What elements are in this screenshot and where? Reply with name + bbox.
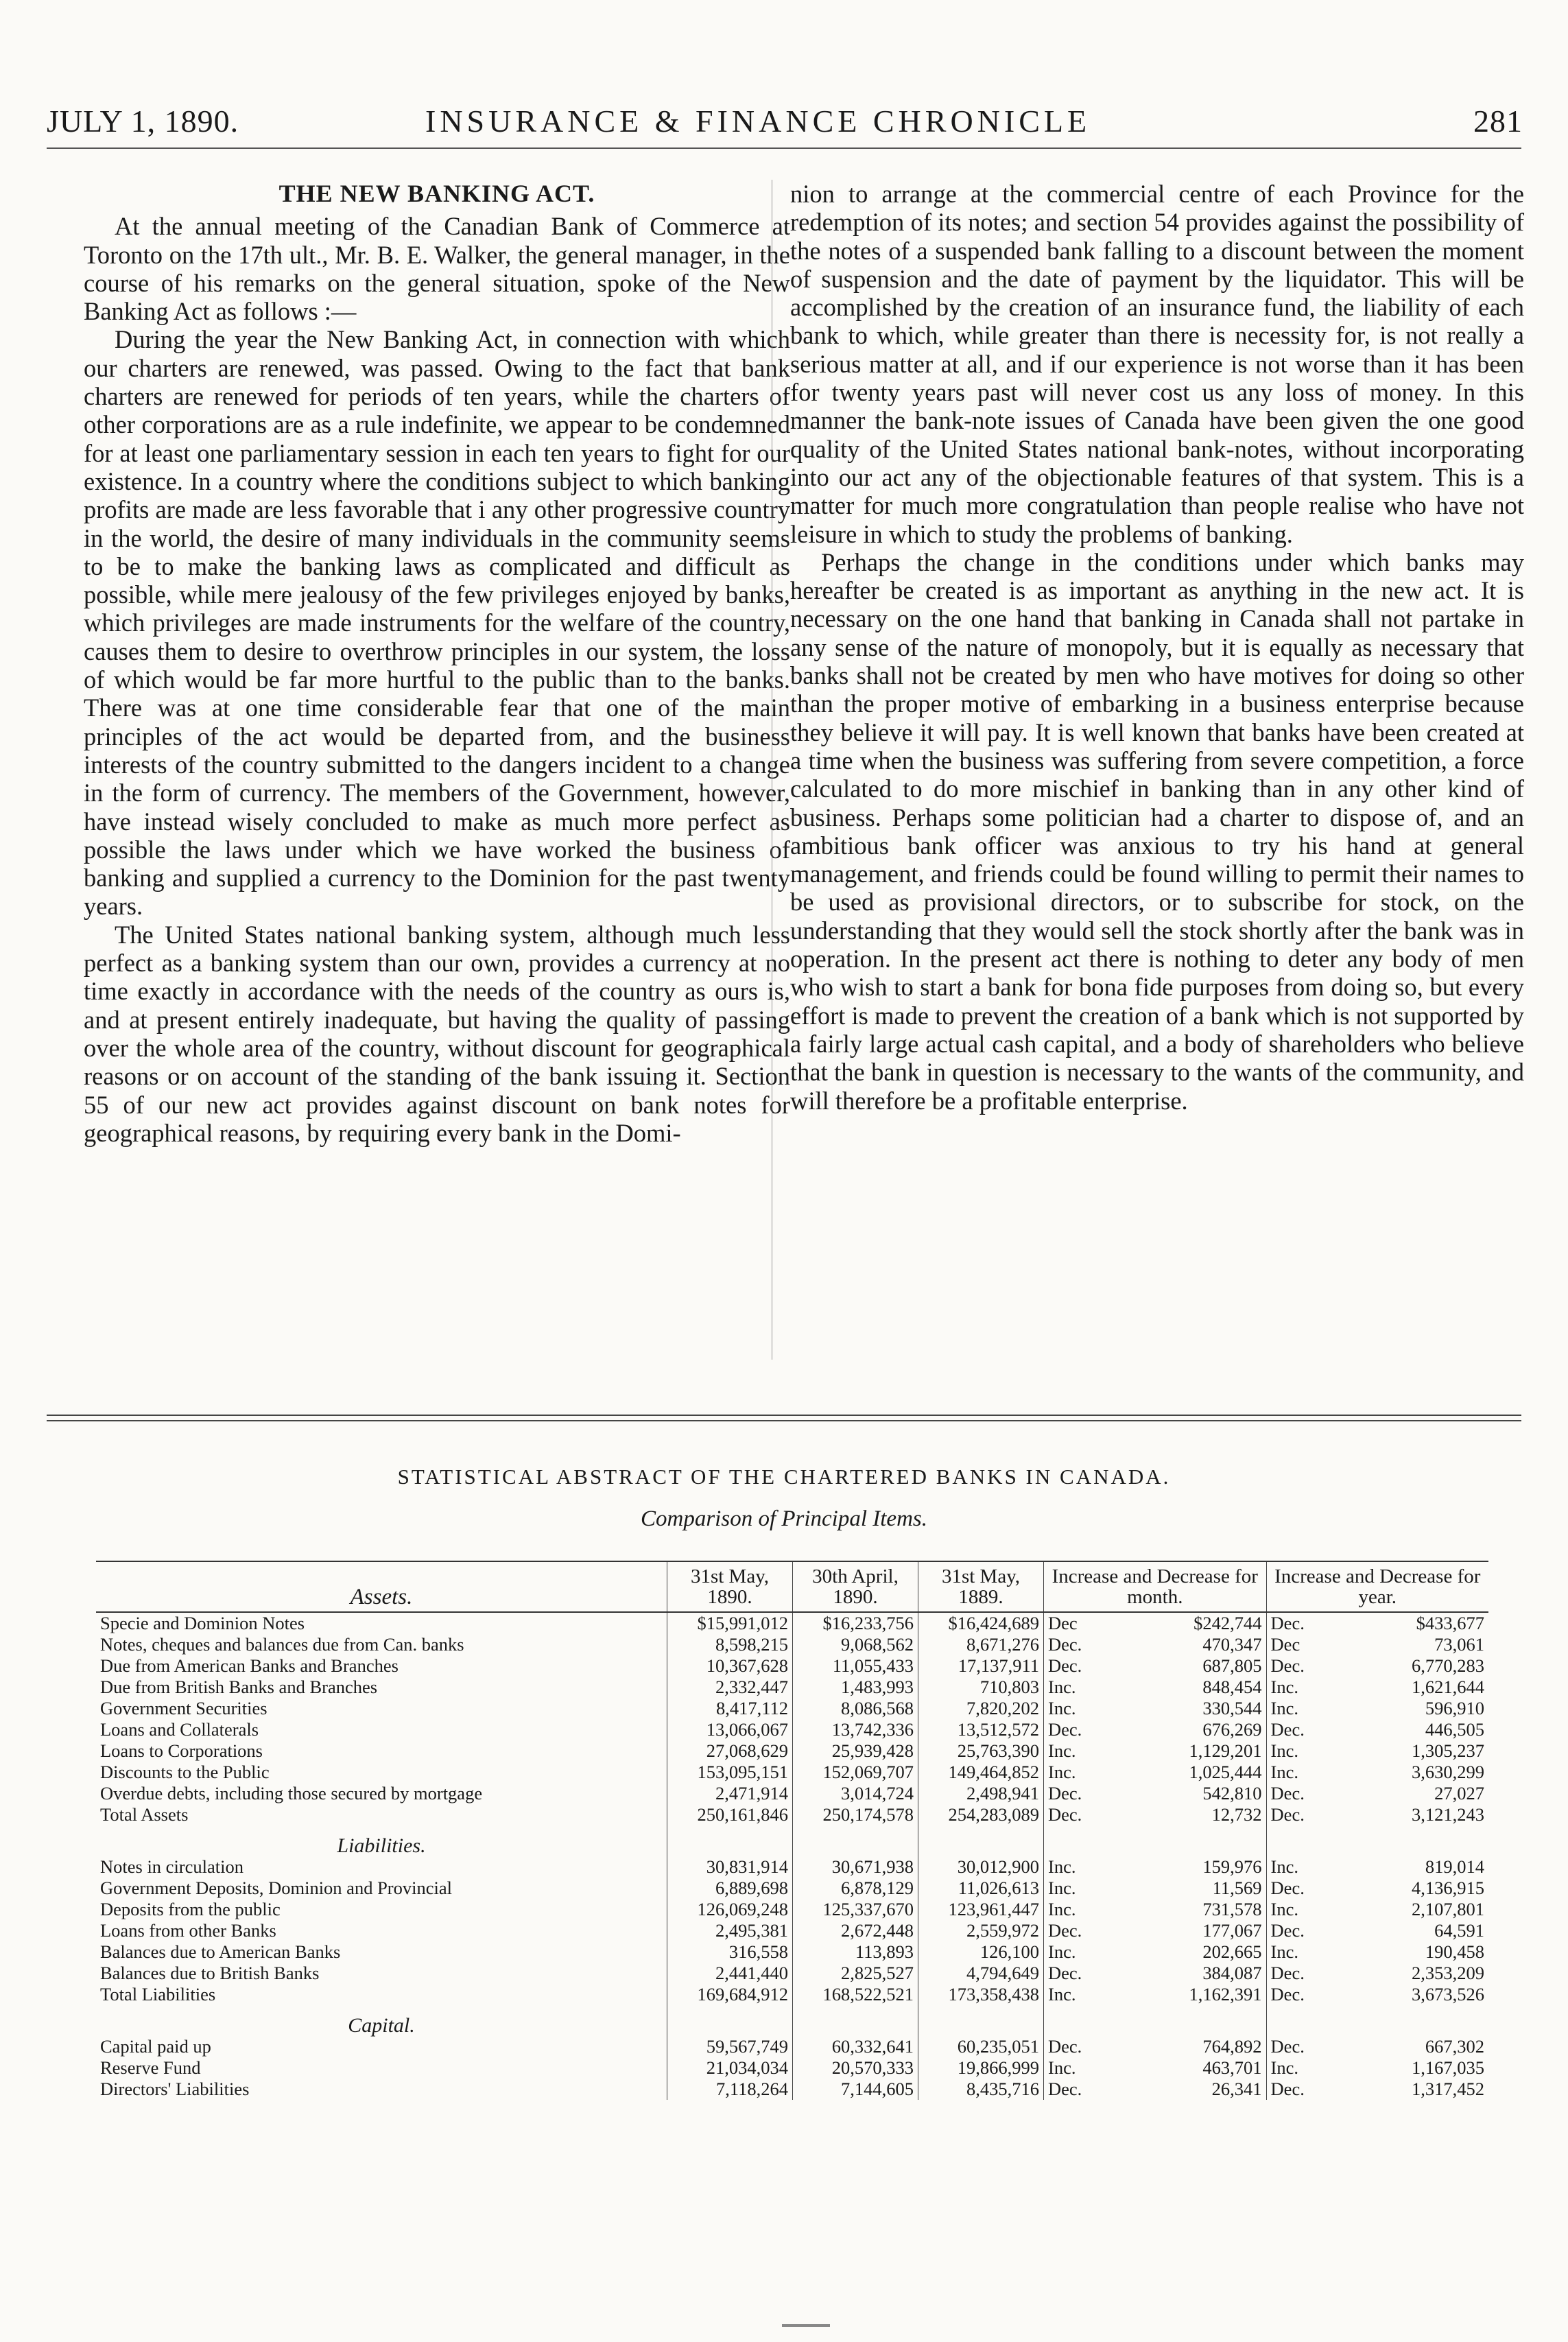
- april-1890-value: 3,014,724: [793, 1783, 918, 1804]
- month-direction: Inc.: [1044, 1740, 1120, 1762]
- row-label: Total Assets: [100, 1804, 189, 1825]
- year-direction: Dec.: [1266, 2036, 1342, 2057]
- table-row: [96, 1941, 1488, 1963]
- may-1890-value: 13,066,067: [667, 1719, 793, 1740]
- year-direction: Dec.: [1266, 1984, 1342, 2005]
- month-change: 384,087: [1202, 1963, 1262, 1983]
- month-change: 202,665: [1202, 1941, 1262, 1962]
- may-1890-value: 8,598,215: [667, 1634, 793, 1655]
- empty-cell: [667, 2005, 793, 2036]
- may-1890-value: 2,471,914: [667, 1783, 793, 1804]
- month-direction: Inc.: [1044, 2057, 1120, 2079]
- year-change: 190,458: [1425, 1941, 1484, 1962]
- header-date: JULY 1, 1890.: [47, 104, 239, 139]
- table-row: [96, 1899, 1488, 1920]
- month-change: 1,129,201: [1189, 1740, 1262, 1761]
- row-label: Balances due to British Banks: [100, 1963, 320, 1983]
- may-1889-value: 8,435,716: [918, 2079, 1044, 2100]
- may-1889-value: 2,498,941: [918, 1783, 1044, 1804]
- month-direction: Inc.: [1044, 1856, 1120, 1878]
- april-1890-value: 2,672,448: [793, 1920, 918, 1941]
- table-row: [96, 1655, 1488, 1677]
- month-direction: Dec.: [1044, 1634, 1120, 1655]
- section-heading: Capital.: [348, 2014, 415, 2037]
- section-heading-row: [96, 2005, 1488, 2036]
- may-1889-value: 19,866,999: [918, 2057, 1044, 2079]
- bottom-mark: [782, 2324, 830, 2327]
- empty-cell: [918, 1825, 1044, 1856]
- left-paragraphs: [84, 212, 790, 1147]
- may-1890-value: 153,095,151: [667, 1762, 793, 1783]
- may-1890-value: 10,367,628: [667, 1655, 793, 1677]
- article-title: THE NEW BANKING ACT.: [278, 180, 595, 207]
- month-change: 330,544: [1202, 1698, 1262, 1718]
- year-change: 819,014: [1425, 1856, 1484, 1877]
- statistics-title: STATISTICAL ABSTRACT OF THE CHARTERED BANKS IN CANADA.: [397, 1465, 1171, 1489]
- may-1890-value: 316,558: [667, 1941, 793, 1963]
- column-header-may-1889: 31st May, 1889.: [918, 1561, 1044, 1612]
- year-change: 1,317,452: [1412, 2079, 1484, 2099]
- month-direction: Inc.: [1044, 1762, 1120, 1783]
- year-change: 6,770,283: [1412, 1655, 1484, 1676]
- header-title: INSURANCE & FINANCE CHRONICLE: [425, 104, 1091, 139]
- table-row: [96, 1698, 1488, 1719]
- month-direction: Dec.: [1044, 1963, 1120, 1984]
- column-header-year-change: Increase and Decrease for year.: [1266, 1561, 1488, 1612]
- year-change: $433,677: [1416, 1613, 1484, 1633]
- year-direction: Inc.: [1266, 1740, 1342, 1762]
- may-1890-value: 8,417,112: [667, 1698, 793, 1719]
- row-label: Specie and Dominion Notes: [100, 1613, 305, 1633]
- year-change: 73,061: [1434, 1634, 1484, 1655]
- table-row: [96, 1762, 1488, 1783]
- empty-cell: [1120, 1825, 1266, 1856]
- may-1889-value: 25,763,390: [918, 1740, 1044, 1762]
- may-1889-value: 30,012,900: [918, 1856, 1044, 1878]
- month-direction: Dec.: [1044, 1655, 1120, 1677]
- month-change: 676,269: [1202, 1719, 1262, 1740]
- column-header-month-change: Increase and Decrease for month.: [1044, 1561, 1267, 1612]
- may-1890-value: 21,034,034: [667, 2057, 793, 2079]
- row-label: Loans to Corporations: [100, 1740, 263, 1761]
- may-1889-value: 123,961,447: [918, 1899, 1044, 1920]
- row-label: Total Liabilities: [100, 1984, 216, 2004]
- column-header-may-1890: 31st May, 1890.: [667, 1561, 793, 1612]
- may-1889-value: 2,559,972: [918, 1920, 1044, 1941]
- may-1890-value: 169,684,912: [667, 1984, 793, 2005]
- table-row: [96, 2079, 1488, 2100]
- row-label: Notes in circulation: [100, 1856, 243, 1877]
- table-row: [96, 1984, 1488, 2005]
- april-1890-value: $16,233,756: [793, 1612, 918, 1634]
- article-right-column: [790, 180, 1524, 1115]
- month-direction: Inc.: [1044, 1878, 1120, 1899]
- month-change: 542,810: [1202, 1783, 1262, 1803]
- table-row: [96, 1634, 1488, 1655]
- column-header-april-1890: 30th April, 1890.: [793, 1561, 918, 1612]
- month-change: 1,162,391: [1189, 1984, 1262, 2004]
- may-1890-value: 6,889,698: [667, 1878, 793, 1899]
- column-header-assets: Assets.: [96, 1561, 667, 1612]
- empty-cell: [1044, 1825, 1120, 1856]
- table-row: [96, 1856, 1488, 1878]
- month-direction: Inc.: [1044, 1941, 1120, 1963]
- may-1890-value: 59,567,749: [667, 2036, 793, 2057]
- row-label: Government Deposits, Dominion and Provincial: [100, 1878, 452, 1898]
- table-row: [96, 2036, 1488, 2057]
- year-direction: Inc.: [1266, 1677, 1342, 1698]
- april-1890-value: 152,069,707: [793, 1762, 918, 1783]
- month-change: 1,025,444: [1189, 1762, 1262, 1782]
- year-change: 2,353,209: [1412, 1963, 1484, 1983]
- month-change: 731,578: [1202, 1899, 1262, 1919]
- row-label: Overdue debts, including those secured by mortgage: [100, 1783, 483, 1803]
- empty-cell: [793, 2005, 918, 2036]
- month-change: 159,976: [1202, 1856, 1262, 1877]
- month-direction: Inc.: [1044, 1677, 1120, 1698]
- table-row: [96, 1719, 1488, 1740]
- may-1889-value: $16,424,689: [918, 1612, 1044, 1634]
- row-label: Loans from other Banks: [100, 1920, 276, 1941]
- year-direction: Inc.: [1266, 1941, 1342, 1963]
- year-direction: Inc.: [1266, 2057, 1342, 2079]
- month-change: 848,454: [1202, 1677, 1262, 1697]
- may-1890-value: 2,332,447: [667, 1677, 793, 1698]
- april-1890-value: 11,055,433: [793, 1655, 918, 1677]
- may-1889-value: 13,512,572: [918, 1719, 1044, 1740]
- year-change: 27,027: [1434, 1783, 1484, 1803]
- may-1889-value: 60,235,051: [918, 2036, 1044, 2057]
- year-change: 3,121,243: [1412, 1804, 1484, 1825]
- may-1889-value: 126,100: [918, 1941, 1044, 1963]
- may-1889-value: 173,358,438: [918, 1984, 1044, 2005]
- empty-cell: [1120, 2005, 1266, 2036]
- may-1889-value: 17,137,911: [918, 1655, 1044, 1677]
- month-change: 470,347: [1202, 1634, 1262, 1655]
- month-change: 177,067: [1202, 1920, 1262, 1941]
- april-1890-value: 30,671,938: [793, 1856, 918, 1878]
- month-change: 26,341: [1211, 2079, 1262, 2099]
- month-direction: Dec: [1044, 1612, 1120, 1634]
- row-label: Government Securities: [100, 1698, 268, 1718]
- empty-cell: [1342, 1825, 1488, 1856]
- month-direction: Dec.: [1044, 1783, 1120, 1804]
- table-row: [96, 1677, 1488, 1698]
- may-1889-value: 4,794,649: [918, 1963, 1044, 1984]
- april-1890-value: 9,068,562: [793, 1634, 918, 1655]
- may-1890-value: 27,068,629: [667, 1740, 793, 1762]
- month-direction: Dec.: [1044, 1920, 1120, 1941]
- row-label: Reserve Fund: [100, 2057, 201, 2078]
- april-1890-value: 6,878,129: [793, 1878, 918, 1899]
- year-direction: Dec.: [1266, 1783, 1342, 1804]
- table-row: [96, 1920, 1488, 1941]
- table-row: [96, 1740, 1488, 1762]
- year-direction: Dec: [1266, 1634, 1342, 1655]
- row-label: Balances due to American Banks: [100, 1941, 341, 1962]
- year-direction: Dec.: [1266, 1804, 1342, 1825]
- header-rule: [47, 147, 1521, 149]
- article-left-column: [84, 180, 790, 1147]
- row-label: Discounts to the Public: [100, 1762, 270, 1782]
- year-direction: Dec.: [1266, 1655, 1342, 1677]
- may-1889-value: 7,820,202: [918, 1698, 1044, 1719]
- april-1890-value: 60,332,641: [793, 2036, 918, 2057]
- month-direction: Inc.: [1044, 1984, 1120, 2005]
- may-1890-value: 250,161,846: [667, 1804, 793, 1825]
- april-1890-value: 25,939,428: [793, 1740, 918, 1762]
- year-change: 64,591: [1434, 1920, 1484, 1941]
- may-1889-value: 254,283,089: [918, 1804, 1044, 1825]
- month-change: 11,569: [1212, 1878, 1262, 1898]
- april-1890-value: 1,483,993: [793, 1677, 918, 1698]
- table-row: [96, 1878, 1488, 1899]
- month-direction: Inc.: [1044, 1899, 1120, 1920]
- april-1890-value: 125,337,670: [793, 1899, 918, 1920]
- year-change: 3,673,526: [1412, 1984, 1484, 2004]
- year-change: 667,302: [1425, 2036, 1484, 2057]
- april-1890-value: 8,086,568: [793, 1698, 918, 1719]
- empty-cell: [1266, 2005, 1342, 2036]
- year-direction: Inc.: [1266, 1899, 1342, 1920]
- year-change: 4,136,915: [1412, 1878, 1484, 1898]
- year-change: 1,305,237: [1412, 1740, 1484, 1761]
- april-1890-value: 113,893: [793, 1941, 918, 1963]
- article-paragraph: nion to arrange at the commercial centre of each Province for the redemption of its notes; and section 54 provides against the possibility of the notes of a suspended bank falling to a discount between the moment of suspension and the date of payment by the liquidator. This will be accomplished by the creation of an insurance fund, the liability of each bank to which, while greater than there is necessity for, is not really a serious matter at all, and if our experience is not worse than it has been for twenty years past will never cost us any loss of money. In this manner the bank-note issues of Canada have been given the one good quality of the United States national bank-notes, without incorporating into our act any of the objectionable features of that system. This is a matter for much more congratulation than people realise who have not leisure in which to study the problems of banking.: [790, 180, 1524, 548]
- may-1890-value: 2,495,381: [667, 1920, 793, 1941]
- empty-cell: [667, 1825, 793, 1856]
- year-change: 2,107,801: [1412, 1899, 1484, 1919]
- year-change: 596,910: [1425, 1698, 1484, 1718]
- row-label: Due from British Banks and Branches: [100, 1677, 378, 1697]
- table-row: [96, 2057, 1488, 2079]
- table-header: [96, 1561, 1488, 1612]
- april-1890-value: 2,825,527: [793, 1963, 918, 1984]
- statistics-subtitle: Comparison of Principal Items.: [641, 1506, 927, 1531]
- row-label: Due from American Banks and Branches: [100, 1655, 399, 1676]
- row-label: Loans and Collaterals: [100, 1719, 259, 1740]
- april-1890-value: 250,174,578: [793, 1804, 918, 1825]
- month-change: $242,744: [1193, 1613, 1262, 1633]
- section-heading-row: [96, 1825, 1488, 1856]
- month-change: 463,701: [1202, 2057, 1262, 2078]
- page-number: 281: [1473, 104, 1523, 139]
- year-change: 1,167,035: [1412, 2057, 1484, 2078]
- row-label: Notes, cheques and balances due from Can. banks: [100, 1634, 464, 1655]
- month-direction: Dec.: [1044, 2036, 1120, 2057]
- row-label: Directors' Liabilities: [100, 2079, 250, 2099]
- article-paragraph: At the annual meeting of the Canadian Bank of Commerce at Toronto on the 17th ult., Mr. B. E. Walker, the general manager, in the course of his remarks on the general situation, spoke of the New Banking Act as follows :—: [84, 212, 790, 326]
- empty-cell: [918, 2005, 1044, 2036]
- empty-cell: [1044, 2005, 1120, 2036]
- year-change: 446,505: [1425, 1719, 1484, 1740]
- month-change: 12,732: [1211, 1804, 1262, 1825]
- april-1890-value: 7,144,605: [793, 2079, 918, 2100]
- year-change: 1,621,644: [1412, 1677, 1484, 1697]
- empty-cell: [1266, 1825, 1342, 1856]
- may-1889-value: 8,671,276: [918, 1634, 1044, 1655]
- statistics-table: [96, 1561, 1488, 2100]
- year-direction: Dec.: [1266, 2079, 1342, 2100]
- article-paragraph: Perhaps the change in the conditions under which banks may hereafter be created is as important as anything in the new act. It is necessary on the one hand that banking in Canada shall not partake in any sense of the nature of monopoly, but it is equally as necessary that banks shall not be created by men who have motives for doing so other than the proper motive of embarking in a business enterprise because they believe it will pay. It is well known that banks have been created at a time when the business was suffering from severe competition, a force calculated to do more mischief in banking than in any other kind of business. Perhaps some politician had a charter to dispose of, and an ambitious bank officer was anxious to try his hand at general management, and friends could be found willing to permit their names to be used as provisional directors, or to subscribe for stock, on the understanding that they would sell the stock shortly after the bank was in operation. In the present act there is nothing to deter any body of men who wish to start a bank for bona fide purposes from doing so, but every effort is made to prevent the creation of a bank which is not supported by a fairly large actual cash capital, and a body of shareholders who believe that the bank in question is necessary to the wants of the community, and will therefore be a profitable enterprise.: [790, 547, 1524, 1115]
- year-direction: Dec.: [1266, 1878, 1342, 1899]
- may-1890-value: $15,991,012: [667, 1612, 793, 1634]
- may-1889-value: 710,803: [918, 1677, 1044, 1698]
- month-direction: Inc.: [1044, 1698, 1120, 1719]
- may-1890-value: 126,069,248: [667, 1899, 793, 1920]
- table-row: [96, 1783, 1488, 1804]
- month-direction: Dec.: [1044, 1804, 1120, 1825]
- article-paragraph: During the year the New Banking Act, in connection with which our charters are renewed, was passed. Owing to the fact that bank charters are renewed for periods of ten years, while the charters of other corporations are as a rule indefinite, we appear to be condemned for at least one parliamentary session in each ten years to fight for our existence. In a country where the conditions subject to which banking profits are made are less favorable that i any other progressive country in the world, the desire of many individuals in the community seems to be to make the banking laws as complicated and difficult as possible, while mere jealousy of the few privileges enjoyed by banks, which privileges are made instruments for the welfare of the country, causes them to desire to overthrow principles in our system, the loss of which would be far more hurtful to the public than to the banks. There was at one time considerable fear that one of the main principles of the act would be departed from, and the business interests of the country submitted to the dangers incident to a change in the form of currency. The members of the Government, however, have instead wisely concluded to make as much more perfect as possible the laws under which we have worked the business of banking and supplied a currency to the Dominion for the past twenty years.: [84, 325, 790, 921]
- section-rule-bottom: [47, 1420, 1521, 1421]
- table-row: [96, 1963, 1488, 1984]
- section-heading: Liabilities.: [337, 1834, 426, 1857]
- table-body: [96, 1612, 1488, 2100]
- month-change: 764,892: [1202, 2036, 1262, 2057]
- may-1889-value: 11,026,613: [918, 1878, 1044, 1899]
- table-row: [96, 1612, 1488, 1634]
- year-direction: Dec.: [1266, 1963, 1342, 1984]
- month-change: 687,805: [1202, 1655, 1262, 1676]
- may-1890-value: 2,441,440: [667, 1963, 793, 1984]
- year-direction: Dec.: [1266, 1719, 1342, 1740]
- month-direction: Dec.: [1044, 2079, 1120, 2100]
- article-paragraph: The United States national banking system, although much less perfect as a banking system than our own, provides a currency at no time exactly in accordance with the needs of the country as ours is, and at present entirely inadequate, but having the quality of passing over the whole area of the country, without discount for geographical reasons or on account of the standing of the bank issuing it. Section 55 of our new act provides against discount on bank notes for geographical reasons, by requiring every bank in the Domi-: [84, 920, 790, 1147]
- right-paragraphs: [790, 180, 1524, 1115]
- april-1890-value: 20,570,333: [793, 2057, 918, 2079]
- year-change: 3,630,299: [1412, 1762, 1484, 1782]
- year-direction: Inc.: [1266, 1856, 1342, 1878]
- row-label: Capital paid up: [100, 2036, 211, 2057]
- empty-cell: [793, 1825, 918, 1856]
- month-direction: Dec.: [1044, 1719, 1120, 1740]
- april-1890-value: 13,742,336: [793, 1719, 918, 1740]
- may-1890-value: 7,118,264: [667, 2079, 793, 2100]
- year-direction: Inc.: [1266, 1698, 1342, 1719]
- year-direction: Inc.: [1266, 1762, 1342, 1783]
- year-direction: Dec.: [1266, 1612, 1342, 1634]
- row-label: Deposits from the public: [100, 1899, 281, 1919]
- table-row: [96, 1804, 1488, 1825]
- april-1890-value: 168,522,521: [793, 1984, 918, 2005]
- year-direction: Dec.: [1266, 1920, 1342, 1941]
- section-rule-top: [47, 1415, 1521, 1416]
- may-1889-value: 149,464,852: [918, 1762, 1044, 1783]
- may-1890-value: 30,831,914: [667, 1856, 793, 1878]
- empty-cell: [1342, 2005, 1488, 2036]
